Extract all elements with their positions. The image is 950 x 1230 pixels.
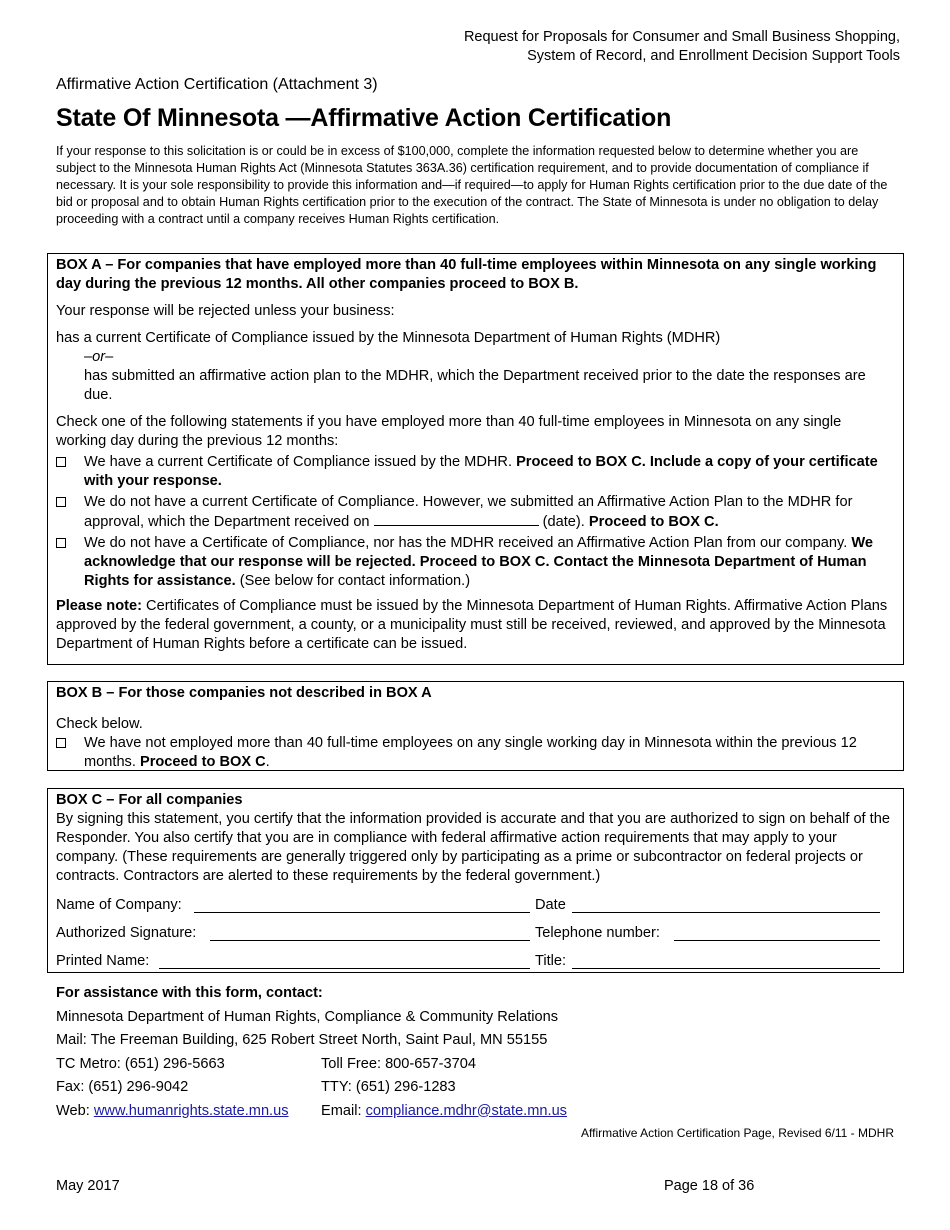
telephone-field[interactable] (674, 940, 880, 941)
date-received-field[interactable] (374, 512, 539, 526)
box-a-note (56, 597, 895, 654)
box-a-note-text: Certificates of Compliance must be issued by the Minnesota Department of Human Rights. Affirmative Action Plans approved by the federal government, a county, or a municipality must still be received, reviewed, and approved by the Minnesota Department of Human Rights before a certificate can be issued. (56, 598, 888, 652)
authorized-signature-field[interactable] (210, 940, 530, 941)
checkbox-icon[interactable] (56, 497, 66, 507)
box-a-option-3-bold: We acknowledge that our response will be rejected. Proceed to BOX C. Contact the Minnesota Department of Human Rights for assistance. (84, 535, 873, 589)
telephone-label: Telephone number: (535, 925, 660, 941)
box-a-option-3 (56, 534, 895, 591)
box-a (47, 253, 904, 665)
box-c-text: By signing this statement, you certify that the information provided is accurate and that you are authorized to sign on behalf of the Responder. You also certify that you are in compliance with federal affirmative action requirements that may apply to your company. (These requirements are generally triggered only by participating as a prime or subcontractor on federal projects or contracts. Contractors are alerted to these requirements by the federal government.) (56, 811, 890, 884)
attachment-label: Affirmative Action Certification (Attachment 3) (56, 76, 378, 93)
box-a-option-3-text: We do not have a Certificate of Compliance, nor has the MDHR received an Affirmative Action Plan from our company. (84, 535, 852, 551)
box-b (47, 681, 904, 771)
email-link[interactable]: compliance.mdhr@state.mn.us (365, 1102, 567, 1119)
box-b-heading: BOX B – For those companies not described in BOX A (56, 685, 432, 701)
company-name-field[interactable] (194, 912, 530, 913)
page-number: Page 18 of 36 (664, 1178, 755, 1194)
box-a-rejected: Your response will be rejected unless your business: (56, 303, 395, 319)
revision-note: Affirmative Action Certification Page, Revised 6/11 - MDHR (580, 1126, 894, 1140)
date-label: Date (535, 897, 566, 913)
box-a-condition-2: has submitted an affirmative action plan to the MDHR, which the Department received prior to the date the responses are due. (84, 368, 866, 403)
contact-web-row (56, 1100, 896, 1124)
contact-heading: For assistance with this form, contact: (56, 985, 323, 1001)
printed-name-field[interactable] (159, 968, 530, 969)
company-name-label: Name of Company: (56, 897, 182, 913)
contact-fax-row (56, 1076, 896, 1100)
checkbox-icon[interactable] (56, 738, 66, 748)
box-b-option (56, 734, 895, 772)
signature-row-1 (56, 896, 896, 916)
box-c (47, 788, 904, 973)
box-a-heading: BOX A – For companies that have employed more than 40 full-time employees within Minnesota on any single working day during the previous 12 months. All other companies proceed to BOX B. (56, 257, 877, 292)
tc-metro: TC Metro: (651) 296-5663 (56, 1055, 225, 1072)
header-line-2: System of Record, and Enrollment Decision Support Tools (527, 48, 900, 64)
header-line-1: Request for Proposals for Consumer and Small Business Shopping, (463, 29, 900, 45)
box-a-option-2 (56, 493, 895, 532)
date-field[interactable] (572, 912, 880, 913)
signature-row-3 (56, 952, 896, 972)
box-a-check-intro: Check one of the following statements if you have employed more than 40 full-time employees in Minnesota on any single working day during the previous 12 months: (56, 414, 842, 449)
box-a-note-label: Please note: (56, 598, 142, 614)
box-a-option-1-text: We have a current Certificate of Compliance issued by the MDHR. (84, 454, 517, 470)
box-a-option-3-tail: (See below for contact information.) (235, 573, 471, 589)
box-b-option-text: We have not employed more than 40 full-time employees on any single working day in Minnesota within the previous 12 months. (84, 735, 857, 770)
box-a-condition-1: has a current Certificate of Compliance issued by the Minnesota Department of Human Rights (MDHR) (56, 330, 721, 346)
page-title: State Of Minnesota —Affirmative Action Certification (56, 104, 672, 132)
box-b-option-tail: . (265, 754, 270, 770)
footer-date: May 2017 (56, 1178, 120, 1194)
box-a-option-1-bold: Proceed to BOX C. Include a copy of your certificate with your response. (84, 454, 878, 489)
contact-section (56, 982, 896, 1123)
contact-phone-row (56, 1053, 896, 1077)
checkbox-icon[interactable] (56, 538, 66, 548)
web-label: Web: (56, 1102, 94, 1119)
box-a-option-2-bold: Proceed to BOX C. (588, 514, 719, 530)
box-a-or: –or– (84, 349, 114, 365)
box-a-option-2-text: We do not have a current Certificate of Compliance. However, we submitted an Affirmative Action Plan to the MDHR for approval, which the Department received on (84, 494, 853, 530)
tty: TTY: (651) 296-1283 (321, 1079, 456, 1095)
contact-org: Minnesota Department of Human Rights, Compliance & Community Relations (56, 1008, 559, 1025)
title-field[interactable] (572, 968, 880, 969)
signature-row-2 (56, 924, 896, 944)
box-b-option-bold: Proceed to BOX C (139, 754, 266, 770)
title-label: Title: (535, 953, 567, 969)
box-b-check-below: Check below. (56, 716, 143, 732)
printed-name-label: Printed Name: (56, 953, 150, 969)
document-header (300, 28, 900, 66)
contact-mail: Mail: The Freeman Building, 625 Robert Street North, Saint Paul, MN 55155 (56, 1032, 548, 1048)
box-a-option-2-date: (date). (538, 514, 589, 530)
box-a-option-1 (56, 453, 895, 491)
email-label: Email: (321, 1102, 366, 1119)
box-c-heading: BOX C – For all companies (56, 792, 243, 808)
web-link[interactable]: www.humanrights.state.mn.us (93, 1102, 289, 1119)
toll-free: Toll Free: 800-657-3704 (321, 1055, 476, 1072)
intro-paragraph: If your response to this solicitation is or could be in excess of $100,000, complete the information requested below to determine whether you are subject to the Minnesota Human Rights Act (Minnesota Statutes 363A.36) certification requirement, and to provide documentation of compliance if necessary. It is your sole responsibility to provide this information and—if required—to apply for Human Rights certification prior to the due date of the bid or proposal and to obtain Human Rights certification prior to the execution of the contract. The State of Minnesota is under no obligation to delay proceeding with a contract until a company receives Human Rights certification. (56, 144, 888, 226)
fax: Fax: (651) 296-9042 (56, 1079, 189, 1095)
authorized-signature-label: Authorized Signature: (56, 925, 197, 941)
checkbox-icon[interactable] (56, 457, 66, 467)
